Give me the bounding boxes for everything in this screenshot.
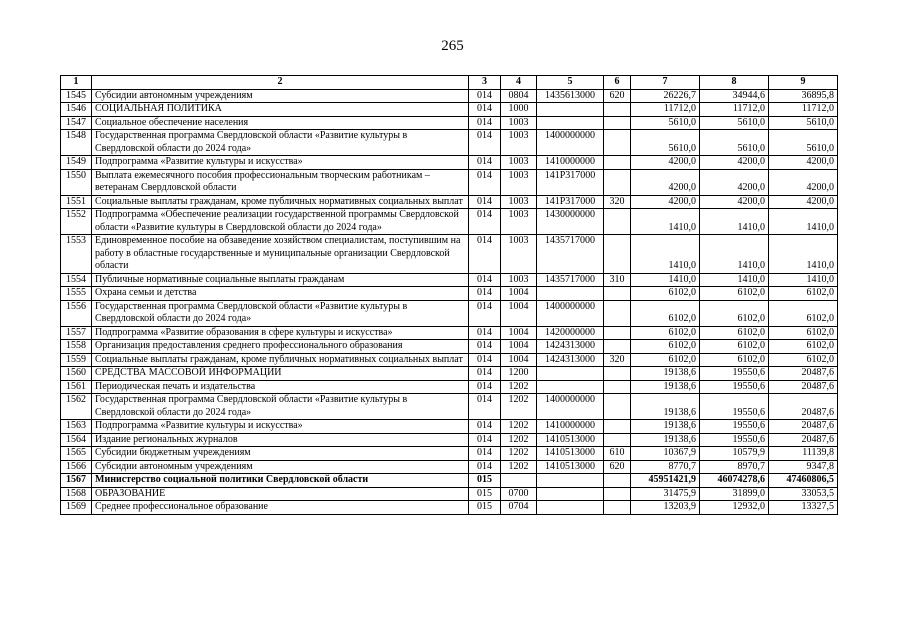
row-value-8: 10579,9 [700, 447, 769, 461]
row-number: 1566 [61, 460, 92, 474]
row-code-3: 014 [469, 130, 501, 156]
row-code-5: 1400000000 [537, 300, 604, 326]
row-name: Государственная программа Свердловской области «Развитие культуры в Свердловской области до 2024 года» [92, 300, 469, 326]
row-name: Субсидии автономным учреждениям [92, 460, 469, 474]
row-code-4: 1200 [501, 367, 537, 381]
row-code-3: 014 [469, 394, 501, 420]
row-value-7: 6102,0 [631, 300, 700, 326]
row-code-3: 014 [469, 380, 501, 394]
row-number: 1556 [61, 300, 92, 326]
row-name: СОЦИАЛЬНАЯ ПОЛИТИКА [92, 103, 469, 117]
row-code-5: 1400000000 [537, 394, 604, 420]
row-value-9: 1410,0 [769, 235, 838, 274]
table-row [61, 353, 838, 367]
row-code-3: 014 [469, 89, 501, 103]
row-code-5 [537, 116, 604, 130]
row-value-8: 6102,0 [700, 326, 769, 340]
row-name: Подпрограмма «Обеспечение реализации государственной программы Свердловской области «Развитие культуры в Свердловской области до 2024 года» [92, 209, 469, 235]
row-code-4: 1000 [501, 103, 537, 117]
row-value-9: 20487,6 [769, 433, 838, 447]
row-number: 1557 [61, 326, 92, 340]
row-code-6 [604, 156, 631, 170]
row-name: Периодическая печать и издательства [92, 380, 469, 394]
row-number: 1561 [61, 380, 92, 394]
row-code-4: 1202 [501, 433, 537, 447]
row-value-8: 6102,0 [700, 300, 769, 326]
row-value-7: 1410,0 [631, 209, 700, 235]
row-code-5: 1435717000 [537, 273, 604, 287]
row-code-4: 1004 [501, 287, 537, 301]
row-value-7: 19138,6 [631, 380, 700, 394]
row-code-6 [604, 487, 631, 501]
row-name: Организация предоставления среднего профессионального образования [92, 340, 469, 354]
row-name: Подпрограмма «Развитие культуры и искусства» [92, 420, 469, 434]
row-value-9: 20487,6 [769, 420, 838, 434]
row-number: 1546 [61, 103, 92, 117]
row-value-9: 6102,0 [769, 340, 838, 354]
row-code-6 [604, 287, 631, 301]
table-row [61, 367, 838, 381]
row-code-3: 014 [469, 433, 501, 447]
row-code-3: 014 [469, 287, 501, 301]
row-value-8: 4200,0 [700, 195, 769, 209]
row-code-4: 1004 [501, 326, 537, 340]
column-header: 3 [469, 76, 501, 90]
row-value-9: 5610,0 [769, 130, 838, 156]
table-row [61, 116, 838, 130]
row-code-3: 014 [469, 367, 501, 381]
row-number: 1562 [61, 394, 92, 420]
row-code-6 [604, 433, 631, 447]
row-value-7: 6102,0 [631, 340, 700, 354]
row-code-5: 1410513000 [537, 433, 604, 447]
row-value-8: 34944,6 [700, 89, 769, 103]
row-code-3: 014 [469, 326, 501, 340]
row-value-8: 19550,6 [700, 367, 769, 381]
table-row [61, 487, 838, 501]
row-name: СРЕДСТВА МАССОВОЙ ИНФОРМАЦИИ [92, 367, 469, 381]
row-number: 1567 [61, 474, 92, 488]
row-value-9: 13327,5 [769, 501, 838, 515]
row-name: Государственная программа Свердловской области «Развитие культуры в Свердловской области до 2024 года» [92, 130, 469, 156]
row-number: 1552 [61, 209, 92, 235]
table-row [61, 169, 838, 195]
row-value-7: 1410,0 [631, 273, 700, 287]
row-name: Государственная программа Свердловской области «Развитие культуры в Свердловской области до 2024 года» [92, 394, 469, 420]
row-value-9: 6102,0 [769, 300, 838, 326]
row-code-3: 015 [469, 474, 501, 488]
row-code-4: 1202 [501, 460, 537, 474]
row-number: 1555 [61, 287, 92, 301]
row-name: ОБРАЗОВАНИЕ [92, 487, 469, 501]
row-code-6 [604, 380, 631, 394]
row-value-8: 4200,0 [700, 169, 769, 195]
row-value-7: 1410,0 [631, 235, 700, 274]
row-code-5: 141P317000 [537, 169, 604, 195]
row-value-8: 1410,0 [700, 273, 769, 287]
page-number: 265 [441, 38, 464, 54]
row-value-9: 33053,5 [769, 487, 838, 501]
row-value-9: 6102,0 [769, 326, 838, 340]
row-code-4: 1003 [501, 235, 537, 274]
row-value-7: 4200,0 [631, 169, 700, 195]
row-value-7: 10367,9 [631, 447, 700, 461]
row-number: 1548 [61, 130, 92, 156]
row-value-9: 47460806,5 [769, 474, 838, 488]
row-code-4: 1202 [501, 447, 537, 461]
row-number: 1547 [61, 116, 92, 130]
row-code-6 [604, 209, 631, 235]
row-code-5: 1410000000 [537, 420, 604, 434]
row-code-5 [537, 287, 604, 301]
row-code-6: 320 [604, 353, 631, 367]
table-row [61, 130, 838, 156]
row-value-7: 5610,0 [631, 116, 700, 130]
row-value-7: 5610,0 [631, 130, 700, 156]
row-code-6: 320 [604, 195, 631, 209]
row-number: 1568 [61, 487, 92, 501]
row-value-8: 5610,0 [700, 116, 769, 130]
row-code-5: 1410513000 [537, 460, 604, 474]
row-value-9: 6102,0 [769, 353, 838, 367]
row-number: 1560 [61, 367, 92, 381]
row-value-8: 46074278,6 [700, 474, 769, 488]
column-header: 6 [604, 76, 631, 90]
row-value-9: 20487,6 [769, 394, 838, 420]
row-name: Охрана семьи и детства [92, 287, 469, 301]
row-name: Среднее профессиональное образование [92, 501, 469, 515]
row-number: 1564 [61, 433, 92, 447]
row-value-7: 19138,6 [631, 420, 700, 434]
row-value-9: 4200,0 [769, 195, 838, 209]
row-code-6 [604, 130, 631, 156]
row-name: Министерство социальной политики Свердловской области [92, 474, 469, 488]
row-code-5: 1410513000 [537, 447, 604, 461]
row-value-7: 31475,9 [631, 487, 700, 501]
row-value-7: 19138,6 [631, 433, 700, 447]
row-code-3: 014 [469, 103, 501, 117]
row-code-6: 610 [604, 447, 631, 461]
row-code-5: 141P317000 [537, 195, 604, 209]
table-row [61, 326, 838, 340]
row-code-3: 014 [469, 460, 501, 474]
row-code-3: 014 [469, 156, 501, 170]
row-code-4: 1003 [501, 273, 537, 287]
row-code-4: 1004 [501, 300, 537, 326]
row-code-3: 014 [469, 273, 501, 287]
table-row [61, 156, 838, 170]
row-value-7: 4200,0 [631, 156, 700, 170]
row-number: 1551 [61, 195, 92, 209]
column-header: 2 [92, 76, 469, 90]
row-code-6 [604, 169, 631, 195]
row-code-4: 1003 [501, 169, 537, 195]
row-number: 1558 [61, 340, 92, 354]
table-body [61, 89, 838, 514]
row-value-7: 13203,9 [631, 501, 700, 515]
table-row [61, 420, 838, 434]
row-value-8: 1410,0 [700, 235, 769, 274]
row-code-3: 014 [469, 195, 501, 209]
row-value-7: 26226,7 [631, 89, 700, 103]
row-value-9: 20487,6 [769, 380, 838, 394]
table-row [61, 447, 838, 461]
row-code-3: 014 [469, 300, 501, 326]
column-header: 9 [769, 76, 838, 90]
row-value-9: 20487,6 [769, 367, 838, 381]
row-value-7: 6102,0 [631, 287, 700, 301]
table-row [61, 273, 838, 287]
row-code-3: 014 [469, 116, 501, 130]
row-value-8: 6102,0 [700, 353, 769, 367]
row-name: Выплата ежемесячного пособия профессиональным творческим работникам – ветеранам Свердловской области [92, 169, 469, 195]
row-value-8: 6102,0 [700, 340, 769, 354]
row-value-8: 19550,6 [700, 420, 769, 434]
table-row [61, 287, 838, 301]
row-code-6 [604, 235, 631, 274]
table-row [61, 460, 838, 474]
row-value-9: 4200,0 [769, 169, 838, 195]
row-name: Социальные выплаты гражданам, кроме публичных нормативных социальных выплат [92, 195, 469, 209]
row-name: Субсидии автономным учреждениям [92, 89, 469, 103]
column-header: 8 [700, 76, 769, 90]
row-code-6 [604, 367, 631, 381]
row-name: Публичные нормативные социальные выплаты гражданам [92, 273, 469, 287]
row-value-8: 5610,0 [700, 130, 769, 156]
row-code-3: 014 [469, 209, 501, 235]
table-header-row [61, 76, 838, 90]
row-value-9: 5610,0 [769, 116, 838, 130]
row-code-5 [537, 367, 604, 381]
row-name: Социальные выплаты гражданам, кроме публичных нормативных социальных выплат [92, 353, 469, 367]
budget-table [60, 75, 838, 515]
row-code-3: 014 [469, 447, 501, 461]
row-value-9: 1410,0 [769, 209, 838, 235]
row-code-6 [604, 420, 631, 434]
row-number: 1553 [61, 235, 92, 274]
row-code-5: 1424313000 [537, 353, 604, 367]
row-number: 1569 [61, 501, 92, 515]
column-header: 1 [61, 76, 92, 90]
column-header: 4 [501, 76, 537, 90]
row-value-9: 36895,8 [769, 89, 838, 103]
row-code-5 [537, 380, 604, 394]
row-code-5: 1424313000 [537, 340, 604, 354]
row-code-4: 1003 [501, 130, 537, 156]
table-row [61, 103, 838, 117]
row-code-6 [604, 340, 631, 354]
column-header: 5 [537, 76, 604, 90]
row-code-3: 014 [469, 340, 501, 354]
row-value-8: 4200,0 [700, 156, 769, 170]
row-number: 1565 [61, 447, 92, 461]
row-name: Подпрограмма «Развитие образования в сфере культуры и искусства» [92, 326, 469, 340]
table-row [61, 501, 838, 515]
row-code-6 [604, 116, 631, 130]
row-code-4: 1004 [501, 353, 537, 367]
row-name: Подпрограмма «Развитие культуры и искусства» [92, 156, 469, 170]
table-row [61, 394, 838, 420]
row-code-4: 1003 [501, 195, 537, 209]
table-row [61, 209, 838, 235]
row-code-4: 0704 [501, 501, 537, 515]
row-code-4: 1202 [501, 394, 537, 420]
row-name: Социальное обеспечение населения [92, 116, 469, 130]
row-code-6 [604, 501, 631, 515]
row-code-6 [604, 326, 631, 340]
row-value-7: 19138,6 [631, 394, 700, 420]
row-code-3: 014 [469, 169, 501, 195]
row-code-5 [537, 487, 604, 501]
row-code-5: 1430000000 [537, 209, 604, 235]
row-value-8: 8970,7 [700, 460, 769, 474]
column-header: 7 [631, 76, 700, 90]
row-value-9: 11139,8 [769, 447, 838, 461]
row-code-4 [501, 474, 537, 488]
row-value-8: 19550,6 [700, 380, 769, 394]
row-number: 1550 [61, 169, 92, 195]
row-number: 1559 [61, 353, 92, 367]
row-code-5: 1420000000 [537, 326, 604, 340]
row-value-9: 6102,0 [769, 287, 838, 301]
row-value-8: 12932,0 [700, 501, 769, 515]
row-value-8: 11712,0 [700, 103, 769, 117]
row-code-5: 1435717000 [537, 235, 604, 274]
row-value-9: 11712,0 [769, 103, 838, 117]
row-code-3: 014 [469, 235, 501, 274]
row-code-4: 1202 [501, 380, 537, 394]
row-number: 1563 [61, 420, 92, 434]
row-value-7: 8770,7 [631, 460, 700, 474]
row-name: Субсидии бюджетным учреждениям [92, 447, 469, 461]
row-value-8: 19550,6 [700, 394, 769, 420]
row-code-6: 310 [604, 273, 631, 287]
row-value-8: 19550,6 [700, 433, 769, 447]
row-value-7: 4200,0 [631, 195, 700, 209]
row-value-8: 1410,0 [700, 209, 769, 235]
row-code-4: 0804 [501, 89, 537, 103]
row-code-6: 620 [604, 460, 631, 474]
row-number: 1554 [61, 273, 92, 287]
row-code-5: 1400000000 [537, 130, 604, 156]
row-value-7: 45951421,9 [631, 474, 700, 488]
row-value-7: 19138,6 [631, 367, 700, 381]
table-row [61, 433, 838, 447]
row-value-8: 31899,0 [700, 487, 769, 501]
row-code-4: 0700 [501, 487, 537, 501]
row-code-6 [604, 300, 631, 326]
table-row [61, 380, 838, 394]
row-value-7: 6102,0 [631, 326, 700, 340]
row-code-5 [537, 501, 604, 515]
row-number: 1545 [61, 89, 92, 103]
table-row [61, 195, 838, 209]
row-value-9: 1410,0 [769, 273, 838, 287]
row-name: Издание региональных журналов [92, 433, 469, 447]
row-code-5: 1410000000 [537, 156, 604, 170]
row-code-3: 014 [469, 420, 501, 434]
table-row [61, 89, 838, 103]
row-value-9: 9347,8 [769, 460, 838, 474]
row-name: Единовременное пособие на обзаведение хозяйством специалистам, поступившим на работу в областные государственные и муниципальные организации Свердловской области [92, 235, 469, 274]
row-code-5 [537, 103, 604, 117]
table-row [61, 235, 838, 274]
row-value-7: 6102,0 [631, 353, 700, 367]
row-code-6 [604, 394, 631, 420]
row-code-4: 1003 [501, 156, 537, 170]
row-value-8: 6102,0 [700, 287, 769, 301]
row-code-6: 620 [604, 89, 631, 103]
row-value-7: 11712,0 [631, 103, 700, 117]
row-number: 1549 [61, 156, 92, 170]
row-code-4: 1202 [501, 420, 537, 434]
row-code-4: 1003 [501, 209, 537, 235]
row-code-4: 1004 [501, 340, 537, 354]
row-value-9: 4200,0 [769, 156, 838, 170]
table-row [61, 300, 838, 326]
row-code-5 [537, 474, 604, 488]
row-code-4: 1003 [501, 116, 537, 130]
table-row [61, 474, 838, 488]
row-code-3: 014 [469, 353, 501, 367]
row-code-3: 015 [469, 487, 501, 501]
row-code-5: 1435613000 [537, 89, 604, 103]
table-row [61, 340, 838, 354]
row-code-6 [604, 103, 631, 117]
row-code-6 [604, 474, 631, 488]
row-code-3: 015 [469, 501, 501, 515]
